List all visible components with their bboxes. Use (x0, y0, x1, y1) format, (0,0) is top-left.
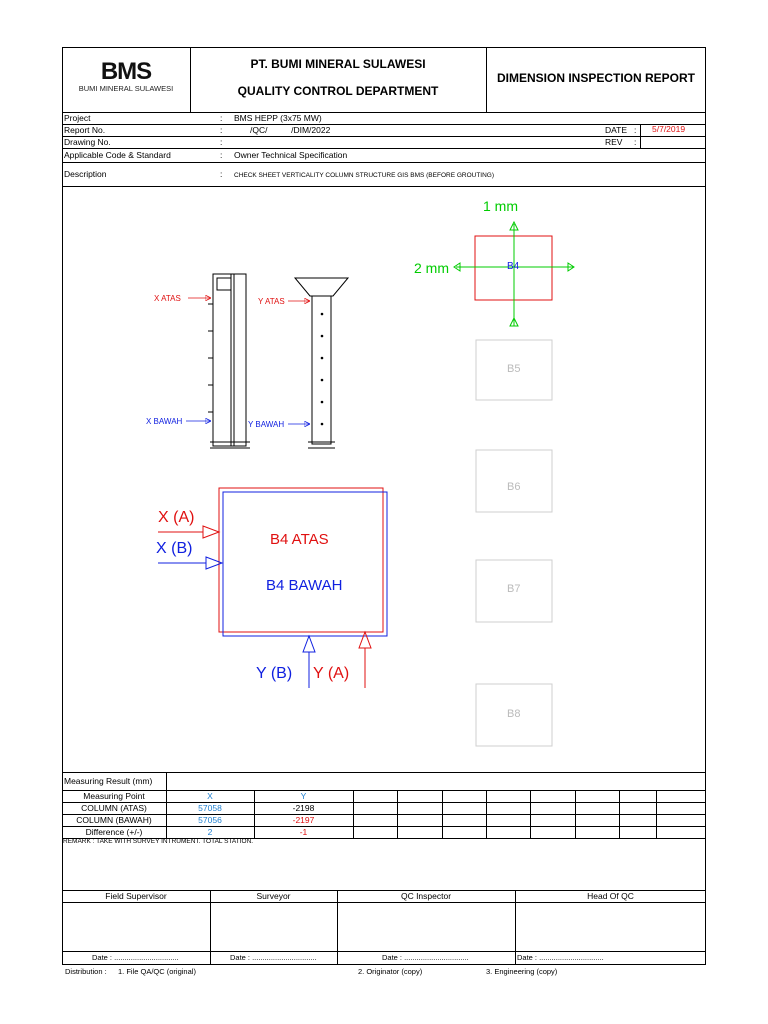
row-label: Difference (+/-) (85, 827, 143, 837)
description-label: Description (64, 169, 107, 179)
distribution-item-1: 1. File QA/QC (original) (118, 967, 196, 976)
colon: : (220, 137, 223, 147)
column-y-view (295, 278, 348, 448)
b4-bawah-label: B4 BAWAH (266, 577, 343, 594)
y-bawah-label: Y BAWAH (248, 420, 285, 429)
company-logo (66, 60, 186, 93)
logo-subtext: BUMI MINERAL SULAWESI (78, 84, 174, 93)
code-value: Owner Technical Specification (234, 150, 348, 160)
b7-label: B7 (507, 583, 521, 595)
rev-label: REV (605, 137, 623, 147)
b4-atas-box (219, 488, 383, 632)
colon: : (634, 125, 637, 135)
colon: : (220, 113, 223, 123)
ya-label: Y (A) (313, 665, 350, 682)
date-line: Date : ............................... (230, 953, 317, 962)
role-surveyor: Surveyor (256, 891, 291, 901)
col-x-header: X (207, 791, 213, 801)
colon: : (220, 150, 223, 160)
mm-top-label: 1 mm (483, 198, 518, 214)
role-qc-inspector: QC Inspector (400, 891, 452, 901)
inspection-drawing (62, 186, 706, 772)
y-atas-label: Y ATAS (258, 297, 285, 306)
row-y-value: -2197 (292, 815, 315, 825)
x-atas-label: X ATAS (154, 294, 181, 303)
role-head-of-qc: Head Of QC (587, 891, 634, 901)
colon: : (634, 137, 637, 147)
row-label: COLUMN (BAWAH) (76, 815, 152, 825)
row-y-value: -2198 (292, 803, 315, 813)
description-value: CHECK SHEET VERTICALITY COLUMN STRUCTURE GIS BMS (BEFORE GROUTING) (234, 172, 495, 179)
department-name: QUALITY CONTROL DEPARTMENT (237, 84, 439, 98)
remark: REMARK : TAKE WITH SURVEY INTRUMENT. TOTAL STATION. (63, 838, 254, 845)
colon: : (220, 169, 223, 179)
col-point-header: Measuring Point (83, 791, 145, 801)
b4-atas-label: B4 ATAS (270, 531, 329, 548)
project-label: Project (64, 113, 91, 123)
distribution-item-2: 2. Originator (copy) (358, 967, 423, 976)
code-label: Applicable Code & Standard (64, 150, 171, 160)
report-title: DIMENSION INSPECTION REPORT (496, 71, 696, 85)
x-bawah-label: X BAWAH (146, 417, 183, 426)
b8-label: B8 (507, 708, 521, 720)
row-x-value: 57056 (198, 815, 222, 825)
date-line: Date : ............................... (92, 953, 179, 962)
drawing-no-label: Drawing No. (64, 137, 111, 147)
xa-label: X (A) (158, 509, 195, 526)
col-y-header: Y (300, 791, 307, 801)
row-label: COLUMN (ATAS) (81, 803, 147, 813)
date-value: 5/7/2019 (652, 124, 686, 134)
b5-label: B5 (507, 363, 521, 375)
row-x-value: 2 (207, 827, 213, 837)
distribution-label: Distribution : (65, 967, 107, 976)
colon: : (220, 125, 223, 135)
row-x-value: 57058 (198, 803, 222, 813)
project-value: BMS HEPP (3x75 MW) (234, 113, 322, 123)
row-y-value: -1 (299, 827, 308, 837)
b4-label: B4 (507, 261, 520, 272)
date-label: DATE (605, 125, 628, 135)
mm-left-label: 2 mm (414, 260, 449, 276)
results-title: Measuring Result (mm) (64, 776, 153, 786)
report-no-value: /QC/ /DIM/2022 (250, 125, 331, 135)
distribution-item-3: 3. Engineering (copy) (486, 967, 558, 976)
date-line: Date : ............................... (517, 953, 604, 962)
logo-text: BMS (100, 58, 152, 85)
b6-label: B6 (507, 481, 521, 493)
company-name: PT. BUMI MINERAL SULAWESI (250, 57, 426, 71)
role-field-supervisor: Field Supervisor (105, 891, 167, 901)
b4-bawah-box (223, 492, 387, 636)
date-line: Date : ............................... (382, 953, 469, 962)
report-no-label: Report No. (64, 125, 106, 135)
yb-label: Y (B) (256, 665, 293, 682)
xb-label: X (B) (156, 540, 193, 557)
column-x-view (208, 274, 250, 448)
